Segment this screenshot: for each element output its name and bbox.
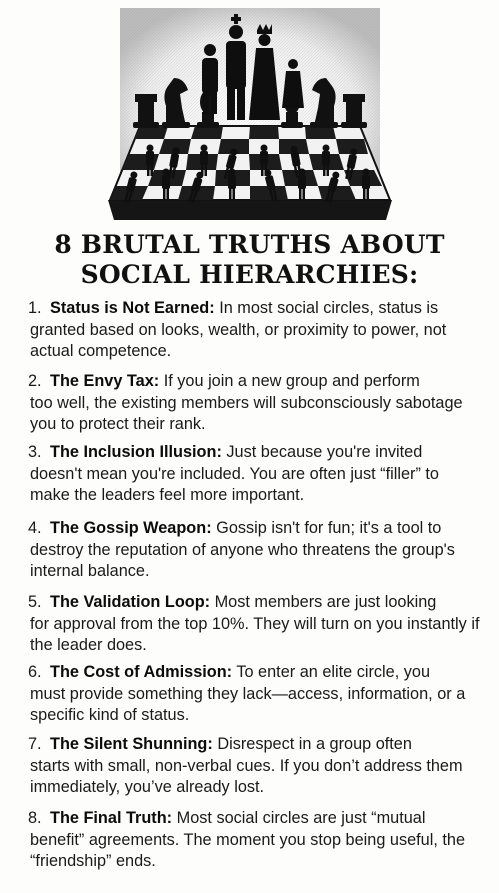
truth-number: 1. [28,299,42,317]
truth-number: 8. [28,809,42,827]
truth-item-5 [30,592,482,657]
truth-item-6 [30,662,482,727]
truth-lead: Disrespect in a group often [217,735,412,753]
truth-heading: Status is Not Earned: [50,299,215,317]
truth-body: granted based on looks, wealth, or proximity to power, not actual competence. [30,320,447,360]
truth-heading: The Final Truth: [50,809,173,827]
truth-item-8 [30,808,482,873]
truth-item-1 [30,298,482,363]
truth-line [30,592,482,614]
truth-line [30,371,482,393]
truth-line [30,518,482,540]
truth-body: destroy the reputation of anyone who threatens the group's internal balance. [30,540,455,580]
truth-number: 2. [28,372,42,390]
truth-number: 4. [28,519,42,537]
truth-body: benefit” agreements. The moment you stop being useful, the “friendship” ends. [30,830,466,870]
truth-item-7 [30,734,482,799]
truth-line [30,298,482,320]
truth-heading: The Silent Shunning: [50,735,213,753]
truth-number: 3. [28,443,42,461]
truth-heading: The Envy Tax: [50,372,160,390]
truth-item-3 [30,442,482,507]
truth-lead: Gossip isn't for fun; it's a tool to [216,519,442,537]
truth-lead: Just because you're invited [226,443,423,461]
truth-heading: The Validation Loop: [50,593,211,611]
truth-heading: The Cost of Admission: [50,663,233,681]
truth-heading: The Inclusion Illusion: [50,443,222,461]
truth-lead: Most social circles are just “mutual [176,809,426,827]
truth-body: doesn't mean you're included. You are often just “filler” to make the leaders feel more important. [30,464,439,504]
chessboard-hierarchy-illustration [100,8,400,222]
truth-lead: In most social circles, status is [219,299,439,317]
truth-body: starts with small, non-verbal cues. If you don’t address them immediately, you’ve already lost. [30,756,463,796]
truth-number: 5. [28,593,42,611]
truth-item-4 [30,518,482,583]
truth-number: 7. [28,735,42,753]
truth-lead: To enter an elite circle, you [236,663,431,681]
truth-line [30,734,482,756]
title-line-1: 8 BRUTAL TRUTHS ABOUT [54,230,445,259]
page-title [0,230,499,290]
truth-line [30,442,482,464]
truth-heading: The Gossip Weapon: [50,519,212,537]
truth-lead: If you join a new group and perform [163,372,420,390]
truth-body: for approval from the top 10%. They will turn on you instantly if the leader does. [30,614,480,654]
truth-body: too well, the existing members will subconsciously sabotage you to protect their rank. [30,393,463,433]
truth-line [30,662,482,684]
title-line-2: SOCIAL HIERARCHIES: [80,260,419,289]
truth-item-2 [30,371,482,436]
truth-body: must provide something they lack—access, information, or a specific kind of status. [30,684,466,724]
truth-number: 6. [28,663,42,681]
truth-line [30,808,482,830]
truth-lead: Most members are just looking [214,593,437,611]
